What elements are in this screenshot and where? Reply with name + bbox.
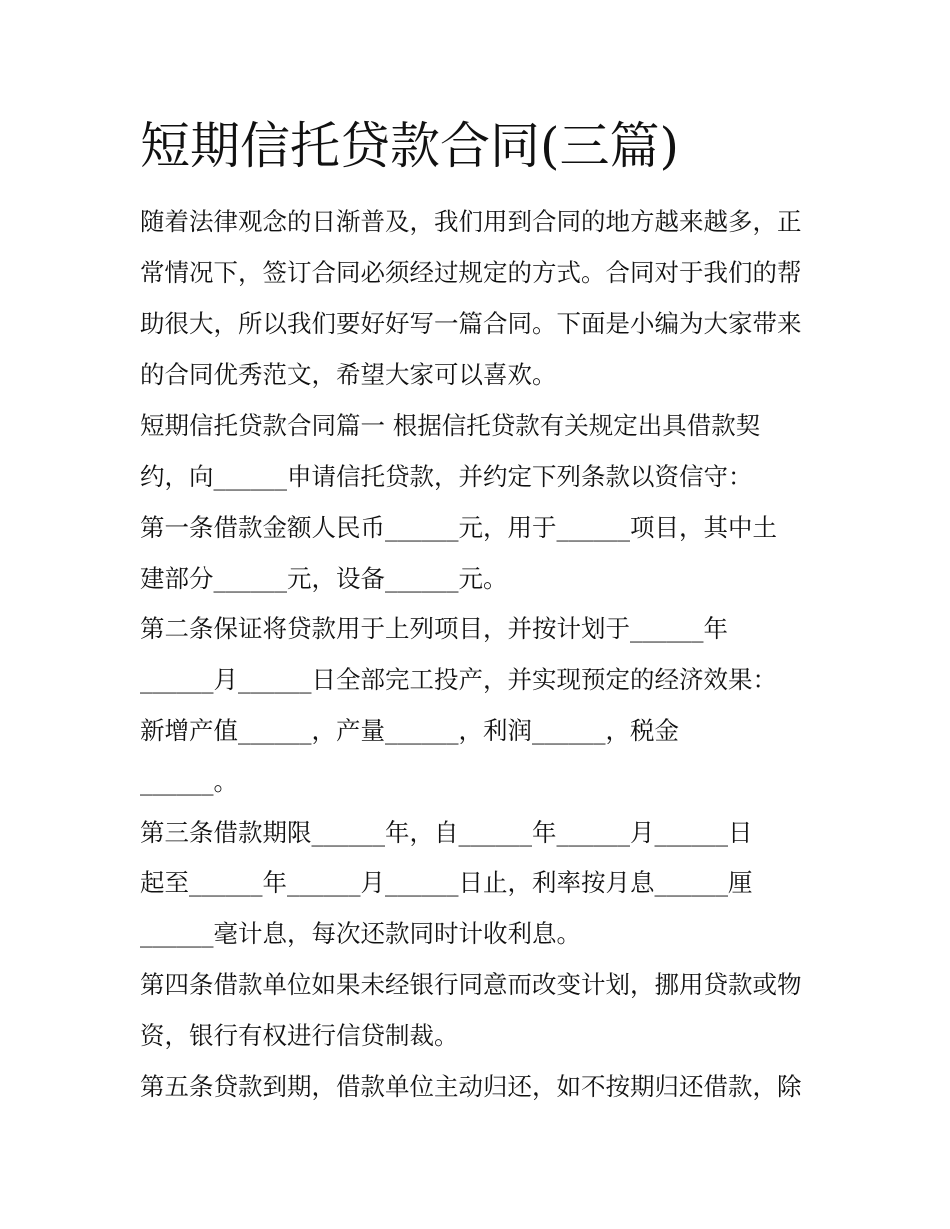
text-line: 助很大，所以我们要好好写一篇合同。下面是小编为大家带来 (140, 309, 802, 338)
document-title: 短期信托贷款合同(三篇) (140, 117, 680, 175)
text-line: 随着法律观念的日渐普及，我们用到合同的地方越来越多，正 (140, 207, 802, 236)
text-line: 常情况下，签订合同必须经过规定的方式。合同对于我们的帮 (140, 258, 802, 287)
text-line: ______毫计息，每次还款同时计收利息。 (140, 919, 581, 948)
text-line: 的合同优秀范文，希望大家可以喜欢。 (140, 360, 557, 389)
text-line: ______。 (140, 767, 238, 796)
text-line: 约，向______申请信托贷款，并约定下列条款以资信守： (140, 462, 753, 491)
text-line: ______月______日全部完工投产，并实现预定的经济效果： (140, 665, 777, 694)
text-line: 第二条保证将贷款用于上列项目，并按计划于______年 (140, 614, 728, 643)
text-line: 新增产值______，产量______，利润______，税金 (140, 716, 679, 745)
text-line: 建部分______元，设备______元。 (140, 564, 508, 593)
text-line: 资，银行有权进行信贷制裁。 (140, 1021, 459, 1050)
text-line: 起至______年______月______日止，利率按月息______厘 (140, 868, 753, 897)
text-line: 第四条借款单位如果未经银行同意而改变计划，挪用贷款或物 (140, 970, 802, 999)
text-line: 第三条借款期限______年，自______年______月______日 (140, 818, 753, 847)
text-line: 第五条贷款到期，借款单位主动归还，如不按期归还借款，除 (140, 1072, 802, 1101)
text-line: 短期信托贷款合同篇一 根据信托贷款有关规定出具借款契 (140, 411, 761, 440)
text-line: 第一条借款金额人民币______元，用于______项目，其中土 (140, 513, 777, 542)
